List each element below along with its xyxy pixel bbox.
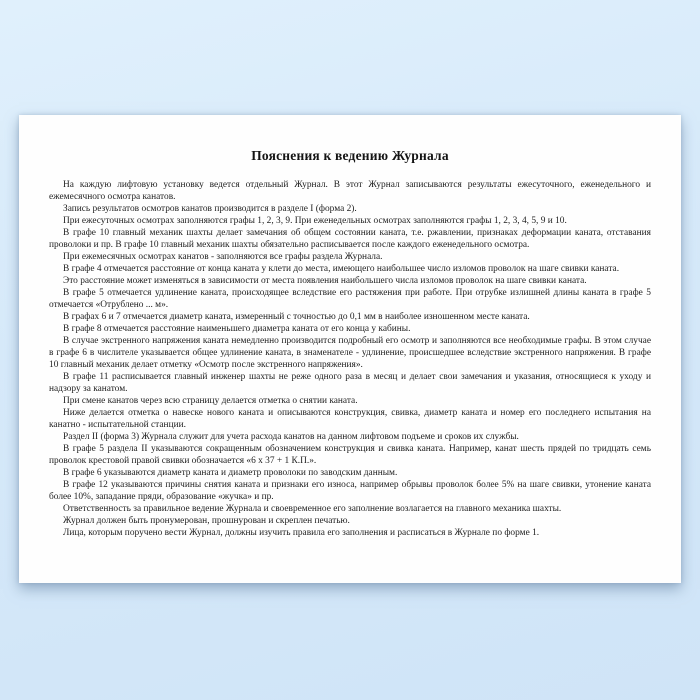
paragraph: Лица, которым поручено вести Журнал, должны изучить правила его заполнения и расписаться в Журнале по форме 1. [63,528,540,538]
paragraph: При смене канатов через всю страницу делается отметка о снятии каната. [63,396,358,406]
paragraph: Запись результатов осмотров канатов производится в разделе I (форма 2). [63,204,357,214]
paragraph: В графе 4 отмечается расстояние от конца каната у клети до места, имеющего наибольшее число изломов проволок на шаге свивки каната. [63,264,620,274]
paragraph: В графе 8 отмечается расстояние наименьшего диаметра каната от его конца у кабины. [63,324,411,334]
paragraph: Ответственность за правильное ведение Журнала и своевременное его заполнение возлагается на главного механика шахты. [63,504,562,514]
paragraph: В случае экстренного напряжения каната немедленно производится подробный его осмотр и заполняются все необходимые графы. В этом случае в графе 6 в числителе указывается общее удлинение каната, в знаменателе - удлинение, происшедшее вследствие экстренного напряжения. В графе 10 главный механик делает отметку «Осмотр после экстренного напряжения». [49,336,651,370]
document-page [19,115,681,583]
paragraph: В графе 12 указываются причины снятия каната и признаки его износа, например обрывы проволок более 5% на шаге свивки, утонение каната более 10%, западание пряди, образование «жучка» и пр. [49,480,651,502]
paragraph: В графе 6 указываются диаметр каната и диаметр проволоки по заводским данным. [63,468,398,478]
paragraph: В графе 10 главный механик шахты делает замечания об общем состоянии каната, т.е. ржавлении, признаках деформации каната, отставания проволоки и пр. В графе 10 главный механик шахты обязательно расписывается после каждого еженедельного осмотра. [49,228,651,250]
paragraph: Ниже делается отметка о навеске нового каната и описываются конструкция, свивка, диаметр каната и номер его последнего испытания на канатно - испытательной станции. [49,408,651,430]
paragraph: Журнал должен быть пронумерован, прошнурован и скреплен печатью. [63,516,350,526]
document-body [49,179,651,539]
paragraph: При ежесуточных осмотрах заполняются графы 1, 2, 3, 9. При еженедельных осмотрах заполняются графы 1, 2, 3, 4, 5, 9 и 10. [63,216,567,226]
paragraph: В графе 5 отмечается удлинение каната, происходящее вследствие его растяжения при работе. При отрубке излишней длины каната в графе 5 отмечается «Отрублено ... м». [49,288,651,310]
paragraph: Раздел II (форма 3) Журнала служит для учета расхода канатов на данном лифтовом подъеме и сроков их службы. [63,432,519,442]
paragraph: В графе 11 расписывается главный инженер шахты не реже одного раза в месяц и делает свои замечания и указания, относящиеся к уходу и надзору за канатом. [49,372,651,394]
paragraph: В графах 6 и 7 отмечается диаметр каната, измеренный с точностью до 0,1 мм в наиболее изношенном месте каната. [63,312,530,322]
paragraph: В графе 5 раздела II указываются сокращенным обозначением конструкция и свивка каната. Например, канат шесть прядей по тридцать семь проволок крестовой правой свивки обозначается «6 х 37 + 1 К.П.». [49,444,651,466]
paragraph: На каждую лифтовую установку ведется отдельный Журнал. В этот Журнал записываются результаты ежесуточного, еженедельного и ежемесячного осмотра канатов. [49,180,651,202]
paragraph: При ежемесячных осмотрах канатов - заполняются все графы раздела Журнала. [63,252,383,262]
paragraph: Это расстояние может изменяться в зависимости от места появления наибольшего числа изломов проволок на шаге свивки каната. [63,276,587,286]
document-title: Пояснения к ведению Журнала [251,148,449,163]
